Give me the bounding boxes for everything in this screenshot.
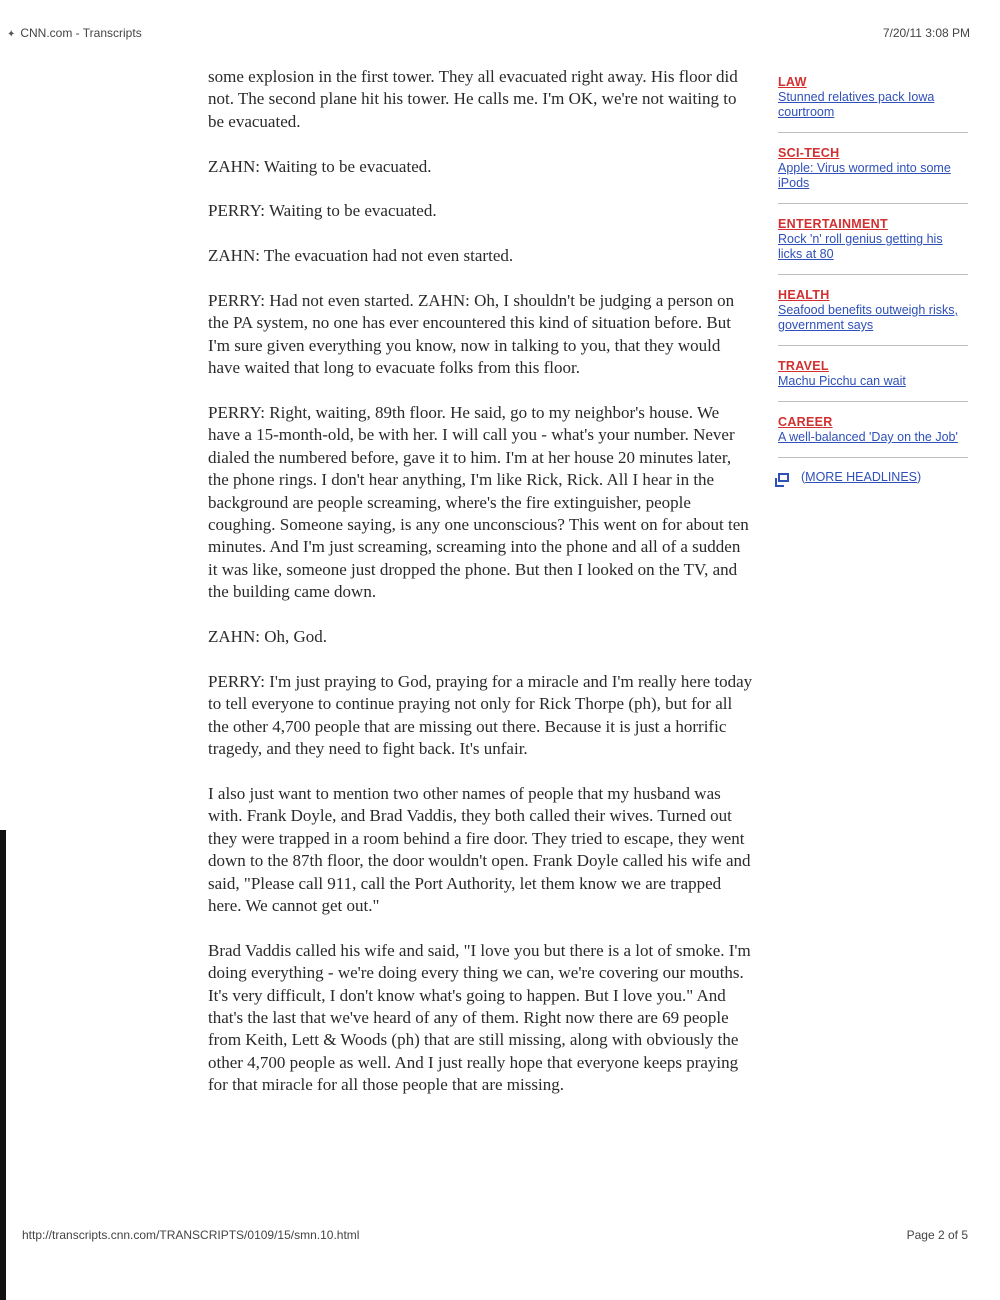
more-headlines-link[interactable]: MORE HEADLINES	[805, 470, 918, 484]
print-header	[0, 22, 1000, 42]
sidebar-section-sci-tech	[778, 145, 968, 204]
headline-link[interactable]: Seafood benefits outweigh risks, government says	[778, 303, 958, 332]
more-close-paren: )	[917, 470, 922, 484]
transcript-paragraph: some explosion in the first tower. They all evacuated right away. His floor did not. The second plane hit his tower. He calls me. I'm OK, we're not waiting to be evacuated.	[208, 67, 738, 131]
headlines-sidebar	[778, 74, 968, 484]
print-timestamp: 7/20/11 3:08 PM	[882, 26, 970, 40]
header-left	[7, 26, 142, 40]
transcript-paragraph: Brad Vaddis called his wife and said, "I love you but there is a lot of smoke. I'm doing everything - we're doing every thing we can, we're covering our mouths. It's very difficult, I don't know what's going to happen. But I love you." And that's the last that we've heard of any of them. Right now there are 69 people from Keith, Lett & Woods (ph) that are still missing, along with obviously the other 4,700 people as well. And I just really hope that everyone keeps praying for that miracle for all those people that are missing.	[208, 940, 751, 1095]
site-title: CNN.com - Transcripts	[20, 26, 142, 40]
transcript-paragraph: PERRY: Had not even started. ZAHN: Oh, I shouldn't be judging a person on the PA system, no one has ever encountered this kind of situation before. But I'm sure given everything you know, now in talking to you, that they would have waited that long to evacuate folks from this floor.	[208, 291, 735, 378]
sidebar-section-law	[778, 74, 968, 133]
headline-link[interactable]: Machu Picchu can wait	[778, 374, 906, 388]
category-link-entertainment[interactable]: ENTERTAINMENT	[778, 217, 888, 231]
category-link-career[interactable]: CAREER	[778, 415, 833, 429]
sidebar-section-entertainment	[778, 216, 968, 275]
sidebar-section-career	[778, 414, 968, 458]
transcript-body	[208, 66, 753, 1119]
more-open-paren: (	[801, 470, 806, 484]
pin-icon: ✦	[7, 29, 16, 40]
category-link-sci-tech[interactable]: SCI-TECH	[778, 146, 840, 160]
category-link-health[interactable]: HEALTH	[778, 288, 830, 302]
transcript-paragraph: ZAHN: Oh, God.	[208, 627, 327, 647]
sidebar-section-travel	[778, 358, 968, 402]
transcript-paragraph: PERRY: Right, waiting, 89th floor. He said, go to my neighbor's house. We have a 15-month-old, be with her. I will call you - what's your number. Never dialed the numbered before, gave it to him. I'm at her house 20 minutes later, the phone rings. I don't hear anything, I'm like Rick, Rick. All I hear in the background are people screaming, where's the fire extinguisher, people coughing. Someone saying, is any one unconscious? This went on for about ten minutes. And I'm just screaming, screaming into the phone and all of a sudden it was like, someone just dropped the phone. But then I looked on the TV, and the building came down.	[208, 403, 749, 602]
transcript-paragraph: ZAHN: Waiting to be evacuated.	[208, 156, 432, 176]
headline-link[interactable]: A well-balanced 'Day on the Job'	[778, 430, 958, 444]
headline-link[interactable]: Rock 'n' roll genius getting his licks at 80	[778, 232, 943, 261]
category-link-law[interactable]: LAW	[778, 75, 807, 89]
transcript-paragraph: PERRY: Waiting to be evacuated.	[208, 201, 437, 221]
transcript-paragraph: PERRY: I'm just praying to God, praying for a miracle and I'm really here today to tell everyone to continue praying not only for Rick Thorpe (ph), but for all the other 4,700 people that are missing out there. Because it is just a horrific tragedy, and they need to fight back. It's unfair.	[208, 671, 753, 759]
sidebar-section-health	[778, 287, 968, 346]
new-window-icon[interactable]	[778, 473, 789, 482]
transcript-paragraph: I also just want to mention two other names of people that my husband was with. Frank Doyle, and Brad Vaddis, they both called their wives. Turned out they were trapped in a room behind a fire door. They tried to escape, they went down to the 87th floor, the door wouldn't open. Frank Doyle called his wife and said, "Please call 911, call the Port Authority, let them know we are trapped here. We cannot get out."	[208, 783, 751, 915]
page-number: Page 2 of 5	[906, 1228, 968, 1242]
print-footer	[0, 1226, 1000, 1246]
page-url: http://transcripts.cnn.com/TRANSCRIPTS/0109/15/smn.10.html	[22, 1228, 360, 1242]
transcript-paragraph: ZAHN: The evacuation had not even started.	[208, 246, 514, 266]
more-headlines	[778, 470, 968, 484]
headline-link[interactable]: Apple: Virus wormed into some iPods	[778, 161, 951, 190]
category-link-travel[interactable]: TRAVEL	[778, 359, 829, 373]
headline-link[interactable]: Stunned relatives pack Iowa courtroom	[778, 90, 935, 119]
